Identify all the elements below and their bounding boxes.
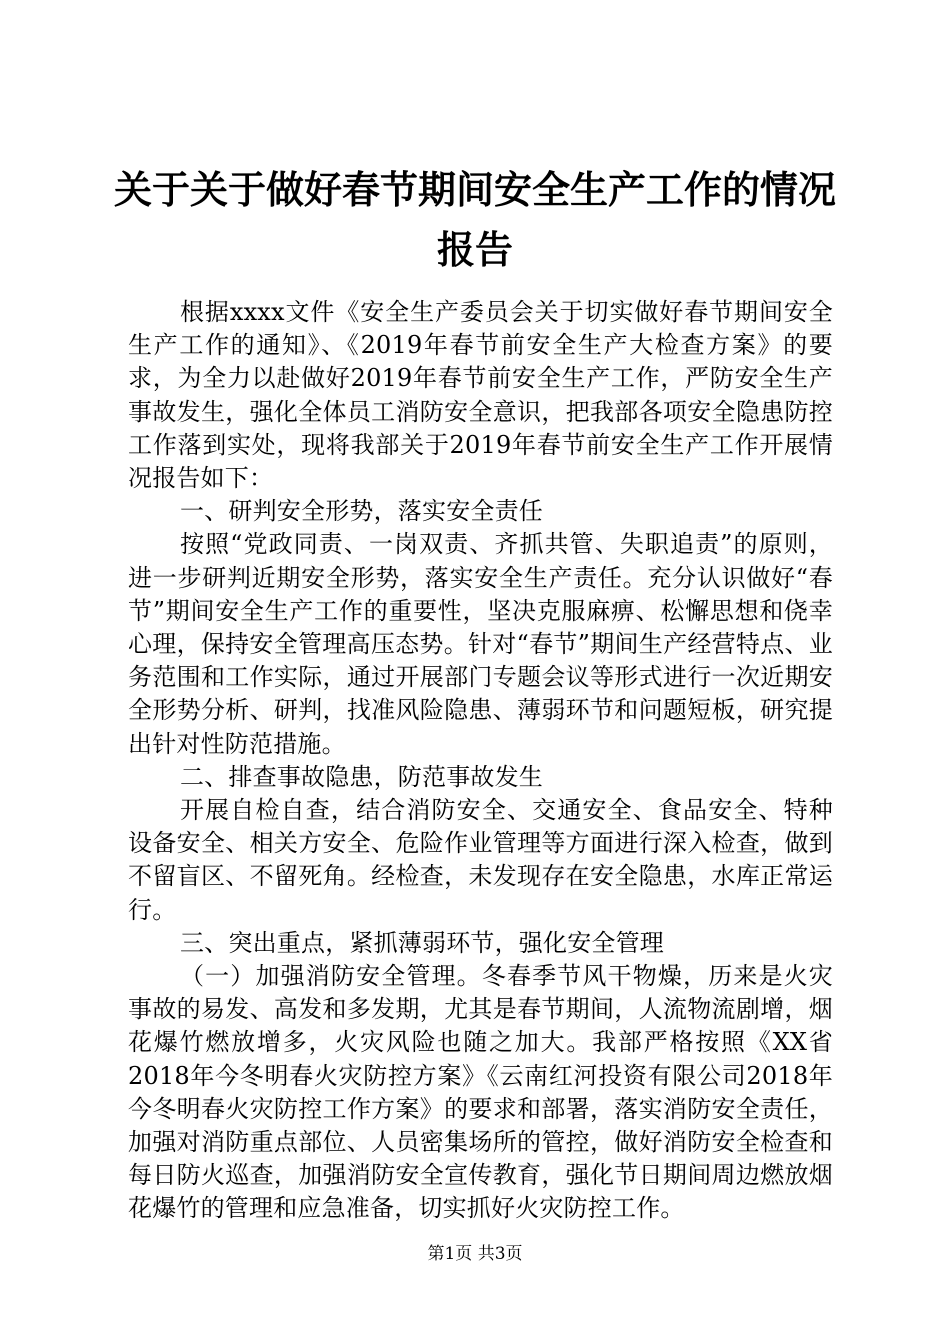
- section-heading-2: 二、排查事故隐患，防范事故发生: [180, 762, 543, 791]
- document-title: 关于关于做好春节期间安全生产工作的情况报告: [113, 168, 836, 272]
- section-2-paragraph: 开展自检自查，结合消防安全、交通安全、食品安全、特种设备安全、相关方安全、危险作业管理等方面进行深入检查，做到不留盲区、不留死角。经检查，未发现存在安全隐患，水库正常运行。: [128, 796, 833, 924]
- section-heading-3: 三、突出重点，紧抓薄弱环节，强化安全管理: [180, 928, 664, 957]
- document-body: [128, 296, 833, 1226]
- page-footer: 第1页 共3页: [427, 1244, 523, 1264]
- section-1-paragraph: 按照“党政同责、一岗双责、齐抓共管、失职追责”的原则，进一步研判近期安全形势，落实安全生产责任。充分认识做好“春节”期间安全生产工作的重要性，坚决克服麻痹、松懈思想和侥幸心理，保持安全管理高压态势。针对“春节”期间生产经营特点、业务范围和工作实际，通过开展部门专题会议等形式进行一次近期安全形势分析、研判，找准风险隐患、薄弱环节和问题短板，研究提出针对性防范措施。: [128, 530, 833, 758]
- section-heading-1: 一、研判安全形势，落实安全责任: [180, 497, 543, 526]
- section-3-paragraph: （一）加强消防安全管理。冬春季节风干物燥，历来是火灾事故的易发、高发和多发期，尤其是春节期间，人流物流剧增，烟花爆竹燃放增多，火灾风险也随之加大。我部严格按照《XX省2018年今冬明春火灾防控方案》《云南红河投资有限公司2018年今冬明春火灾防控工作方案》的要求和部署，落实消防安全责任，加强对消防重点部位、人员密集场所的管控，做好消防安全检查和每日防火巡查，加强消防安全宣传教育，强化节日期间周边燃放烟花爆竹的管理和应急准备，切实抓好火灾防控工作。: [128, 962, 833, 1223]
- intro-paragraph: 根据xxxx文件《安全生产委员会关于切实做好春节期间安全生产工作的通知》、《2019年春节前安全生产大检查方案》的要求，为全力以赴做好2019年春节前安全生产工作，严防安全生产事故发生，强化全体员工消防安全意识，把我部各项安全隐患防控工作落到实处，现将我部关于2019年春节前安全生产工作开展情况报告如下：: [128, 298, 833, 493]
